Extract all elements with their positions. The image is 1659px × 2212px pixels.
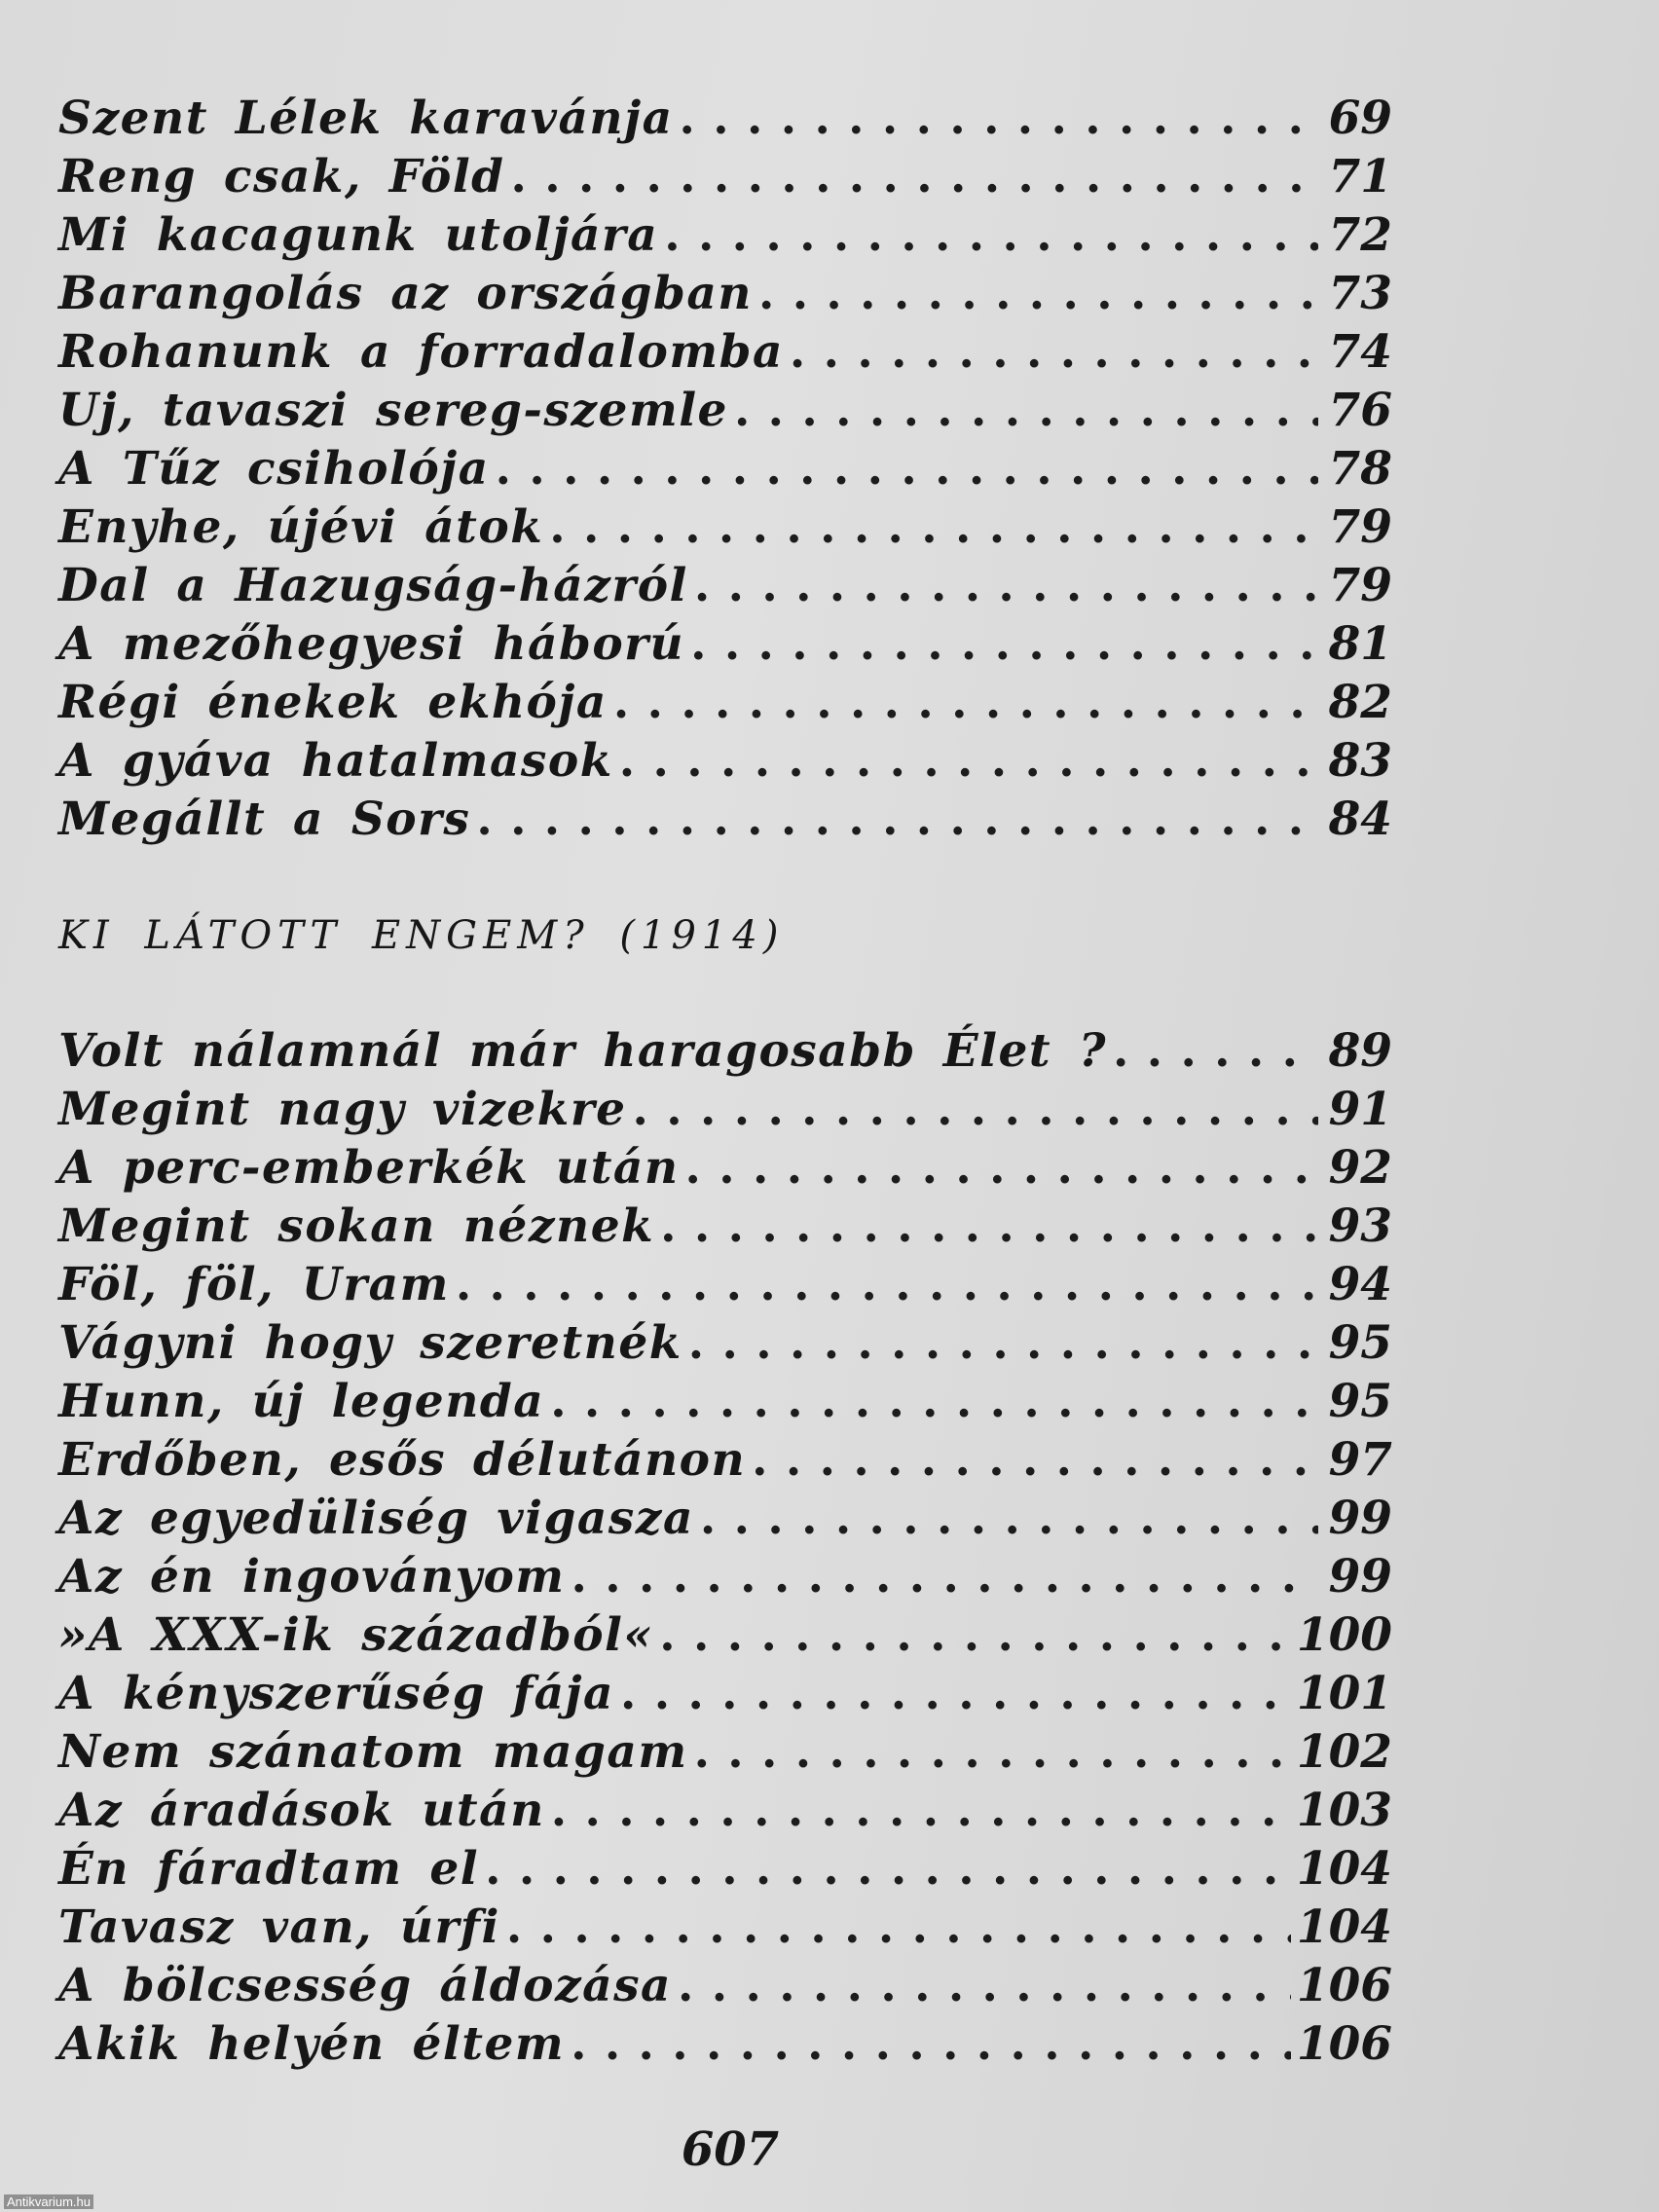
dot-leader bbox=[511, 148, 1318, 206]
toc-entry bbox=[58, 90, 1392, 148]
entry-page-number: 82 bbox=[1328, 676, 1392, 729]
entry-page-number: 69 bbox=[1328, 92, 1392, 145]
toc-entry bbox=[58, 2015, 1392, 2074]
dot-leader bbox=[659, 1606, 1291, 1665]
entry-title: Mi kacagunk utoljára bbox=[58, 208, 659, 262]
entry-page-number: 106 bbox=[1296, 1959, 1392, 2012]
toc-entry bbox=[58, 1548, 1392, 1606]
toc-entry bbox=[58, 1840, 1392, 1899]
entry-title: Megint sokan néznek bbox=[58, 1199, 655, 1253]
entry-title: Megint nagy vizekre bbox=[58, 1083, 627, 1136]
toc-entry bbox=[58, 1081, 1392, 1139]
dot-leader bbox=[688, 1314, 1318, 1373]
entry-title: Megállt a Sors bbox=[58, 793, 471, 846]
entry-title: Én fáradtam el bbox=[58, 1842, 480, 1896]
dot-leader bbox=[476, 791, 1318, 849]
toc-entry bbox=[58, 1256, 1392, 1314]
dot-leader bbox=[680, 90, 1318, 148]
toc-entry bbox=[58, 1957, 1392, 2015]
entry-page-number: 81 bbox=[1328, 617, 1392, 671]
entry-title: Dal a Hazugság-házról bbox=[58, 559, 688, 612]
toc-entry bbox=[58, 265, 1392, 323]
entry-page-number: 99 bbox=[1328, 1550, 1392, 1604]
entry-page-number: 97 bbox=[1328, 1433, 1392, 1487]
entry-page-number: 104 bbox=[1296, 1842, 1392, 1896]
dot-leader bbox=[506, 1899, 1291, 1957]
entry-title: A mezőhegyesi háború bbox=[58, 617, 685, 671]
entry-page-number: 73 bbox=[1328, 267, 1392, 320]
entry-title: Rohanunk a forradalomba bbox=[58, 325, 784, 379]
dot-leader bbox=[690, 615, 1318, 674]
toc-entry bbox=[58, 1314, 1392, 1373]
entry-page-number: 101 bbox=[1296, 1667, 1392, 1720]
dot-leader bbox=[571, 1548, 1318, 1606]
toc-entry bbox=[58, 382, 1392, 440]
entry-page-number: 89 bbox=[1328, 1024, 1392, 1078]
dot-leader bbox=[790, 323, 1318, 382]
dot-leader bbox=[549, 498, 1318, 557]
entry-title: Vágyni hogy szeretnék bbox=[58, 1316, 682, 1370]
toc-entry bbox=[58, 1782, 1392, 1840]
dot-leader bbox=[620, 1665, 1291, 1723]
entry-page-number: 76 bbox=[1328, 384, 1392, 437]
entry-title: Régi énekek ekhója bbox=[58, 676, 608, 729]
toc-entry bbox=[58, 1490, 1392, 1548]
toc-entry bbox=[58, 323, 1392, 382]
entry-title: A bölcsesség áldozása bbox=[58, 1959, 673, 2012]
entry-page-number: 95 bbox=[1328, 1375, 1392, 1428]
entry-title: A kényszerűség fája bbox=[58, 1667, 614, 1720]
toc-entry bbox=[58, 1723, 1392, 1782]
entry-title: Erdőben, esős délutánon bbox=[58, 1433, 747, 1487]
dot-leader bbox=[619, 732, 1318, 791]
entry-title: A perc-emberkék után bbox=[58, 1141, 680, 1195]
dot-leader bbox=[685, 1139, 1318, 1198]
dot-leader bbox=[752, 1431, 1318, 1490]
toc-entry bbox=[58, 732, 1392, 791]
section-heading: KI LÁTOTT ENGEM? (1914) bbox=[58, 913, 785, 958]
entry-title: Szent Lélek karavánja bbox=[58, 92, 674, 145]
entry-page-number: 83 bbox=[1328, 734, 1392, 788]
dot-leader bbox=[613, 674, 1318, 732]
entry-title: Reng csak, Föld bbox=[58, 150, 505, 203]
entry-page-number: 104 bbox=[1296, 1900, 1392, 1954]
entry-title: Uj, tavaszi sereg-szemle bbox=[58, 384, 728, 437]
toc-entry bbox=[58, 791, 1392, 849]
entry-page-number: 102 bbox=[1296, 1725, 1392, 1779]
dot-leader bbox=[456, 1256, 1318, 1314]
page-number: 607 bbox=[681, 2122, 780, 2177]
toc-entry bbox=[58, 498, 1392, 557]
toc-entry bbox=[58, 206, 1392, 265]
entry-page-number: 74 bbox=[1328, 325, 1392, 379]
dot-leader bbox=[700, 1490, 1318, 1548]
dot-leader bbox=[571, 2015, 1291, 2074]
entry-page-number: 92 bbox=[1328, 1141, 1392, 1195]
entry-page-number: 93 bbox=[1328, 1199, 1392, 1253]
toc-entry bbox=[58, 1373, 1392, 1431]
entry-title: Akik helyén éltem bbox=[58, 2017, 566, 2071]
toc-entry bbox=[58, 1606, 1392, 1665]
dot-leader bbox=[1113, 1022, 1318, 1081]
entry-page-number: 99 bbox=[1328, 1492, 1392, 1545]
dot-leader bbox=[551, 1782, 1291, 1840]
toc-entry bbox=[58, 1665, 1392, 1723]
entry-page-number: 95 bbox=[1328, 1316, 1392, 1370]
entry-page-number: 100 bbox=[1296, 1608, 1392, 1662]
toc-entry bbox=[58, 674, 1392, 732]
entry-title: A gyáva hatalmasok bbox=[58, 734, 613, 788]
toc-entry bbox=[58, 1022, 1392, 1081]
dot-leader bbox=[550, 1373, 1318, 1431]
toc-entry bbox=[58, 1198, 1392, 1256]
dot-leader bbox=[633, 1081, 1318, 1139]
entry-page-number: 79 bbox=[1328, 559, 1392, 612]
dot-leader bbox=[678, 1957, 1291, 2015]
entry-title: Föl, föl, Uram bbox=[58, 1258, 450, 1311]
entry-title: »A XXX-ik századból« bbox=[58, 1608, 654, 1662]
toc-entry bbox=[58, 440, 1392, 498]
dot-leader bbox=[734, 382, 1318, 440]
entry-page-number: 71 bbox=[1328, 150, 1392, 203]
toc-entry bbox=[58, 1139, 1392, 1198]
entry-title: Volt nálamnál már haragosabb Élet ? bbox=[58, 1024, 1107, 1078]
toc-entry bbox=[58, 1431, 1392, 1490]
watermark: Antikvarium.hu bbox=[4, 2194, 93, 2209]
dot-leader bbox=[664, 206, 1318, 265]
dot-leader bbox=[660, 1198, 1318, 1256]
entry-title: Barangolás az országban bbox=[58, 267, 753, 320]
entry-title: Hunn, új legenda bbox=[58, 1375, 545, 1428]
dot-leader bbox=[485, 1840, 1291, 1899]
toc-entry bbox=[58, 615, 1392, 674]
entry-title: A Tűz csiholója bbox=[58, 442, 490, 496]
entry-page-number: 78 bbox=[1328, 442, 1392, 496]
entry-title: Az áradások után bbox=[58, 1784, 545, 1837]
dot-leader bbox=[496, 440, 1318, 498]
toc-entry bbox=[58, 1899, 1392, 1957]
entry-page-number: 103 bbox=[1296, 1784, 1392, 1837]
entry-page-number: 72 bbox=[1328, 208, 1392, 262]
entry-page-number: 106 bbox=[1296, 2017, 1392, 2071]
entry-page-number: 91 bbox=[1328, 1083, 1392, 1136]
dot-leader bbox=[694, 557, 1318, 615]
entry-title: Nem szánatom magam bbox=[58, 1725, 688, 1779]
entry-title: Enyhe, újévi átok bbox=[58, 500, 544, 554]
entry-page-number: 94 bbox=[1328, 1258, 1392, 1311]
entry-page-number: 84 bbox=[1328, 793, 1392, 846]
toc-section-2 bbox=[58, 1022, 1392, 2074]
entry-page-number: 79 bbox=[1328, 500, 1392, 554]
entry-title: Az én ingoványom bbox=[58, 1550, 566, 1604]
dot-leader bbox=[694, 1723, 1291, 1782]
toc-section-1 bbox=[58, 90, 1392, 849]
toc-entry bbox=[58, 557, 1392, 615]
entry-title: Tavasz van, úrfi bbox=[58, 1900, 500, 1954]
toc-entry bbox=[58, 148, 1392, 206]
entry-title: Az egyedüliség vigasza bbox=[58, 1492, 694, 1545]
dot-leader bbox=[758, 265, 1318, 323]
